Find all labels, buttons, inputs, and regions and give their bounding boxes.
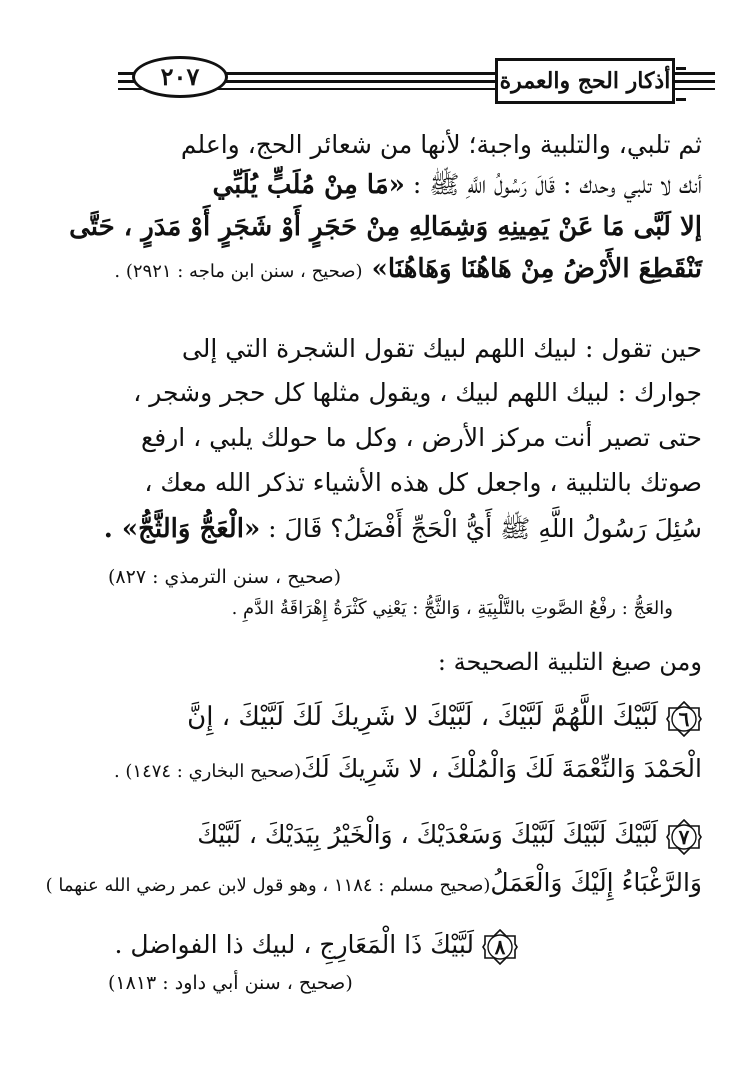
text-plain: أنك لا تلبي وحدك : قَالَ رَسُولُ اللَّهِ ﷺ : [404,170,702,199]
hadith-source: (صحيح ، سنن ابن ماجه : ٢٩٢١) . [114,261,363,282]
item-number: ٧ [678,824,690,849]
item-number: ٨ [494,934,506,959]
hadith-quote: «مَا مِنْ مُلَبٍّ يُلَبِّي [212,170,405,200]
text-line [213,168,703,202]
text-line: حين تقول : لبيك اللهم لبيك تقول الشجرة التي إلى [181,334,702,363]
hadith-source: (صحيح البخاري : ١٤٧٤) . [113,761,302,782]
item-number: ٦ [678,706,690,731]
text-plain: سُئِلَ رَسُولُ اللَّهِ ﷺ أَيُّ الْحَجِّ أَفْضَلُ؟ قَالَ : [260,514,702,543]
talbiyah-text: لَبَّيْكَ اللَّهُمَّ لَبَّيْكَ ، لَبَّيْكَ لا شَرِيكَ لَكَ لَبَّيْكَ ، إِنَّ [187,702,658,732]
hadith-source: (صحيح ، سنن الترمذي : ٨٢٧) [108,566,342,588]
text-line [115,928,519,965]
page-number: ٢٠٧ [132,56,228,98]
paragraph-1 [69,128,702,298]
text-line [104,512,702,546]
hadith-source: (صحيح ، سنن أبي داود : ١٨١٣) [108,972,353,994]
text-line: جوارك : لبيك اللهم لبيك ، ويقول مثلها كل حجر وشجر ، [133,378,702,407]
talbiyah-item [96,700,702,800]
number-badge-icon [482,929,518,965]
text-line [187,700,702,737]
text-line: ومن صيغ التلبية الصحيحة : [437,648,702,676]
number-badge-icon [666,819,702,855]
text-line: ثم تلبي، والتلبية واجبة؛ لأنها من شعائر الحج، واعلم [180,130,702,159]
text-line [197,818,702,855]
paragraph-2 [96,332,702,592]
running-header-title: أذكار الحج والعمرة [495,58,675,104]
number-badge-icon [666,701,702,737]
text-line: صوتك بالتلبية ، واجعل كل هذه الأشياء تذكر الله معك ، [144,468,702,497]
text-line: حتى تصير أنت مركز الأرض ، وكل ما حولك يلبي ، ارفع [140,423,702,452]
hadith-quote: «الْعَجُّ وَالثَّجُّ» . [103,514,261,544]
word-gloss: والعَجُّ : رفْعُ الصَّوتِ بالتَّلْبِيَةِ ، وَالثَّجُّ : يَعْنِي كَثْرَةُ إِهْرَاقَةُ الدَّمِ . [231,598,673,619]
list-intro [96,645,702,681]
talbiyah-item [45,818,702,918]
talbiyah-text: لَبَّيْكَ ذَا الْمَعَارِجِ ، لبيك ذا الفواضل . [114,930,474,959]
talbiyah-text: لَبَّيْكَ لَبَّيْكَ لَبَّيْكَ وَسَعْدَيْكَ ، وَالْخَيْرُ بِيَدَيْكَ ، لَبَّيْكَ [197,820,658,849]
talbiyah-text: وَالرَّغْبَاءُ إِلَيْكَ وَالْعَمَلُ [490,868,702,897]
hadith-quote: تَنْقَطِعَ الأَرْضُ مِنْ هَاهُنَا وَهَاهُنَا» [362,254,702,284]
talbiyah-text: الْحَمْدَ وَالنِّعْمَةَ لَكَ وَالْمُلْكَ ، لا شَرِيكَ لَكَ [301,754,702,783]
hadith-source: (صحيح مسلم : ١١٨٤ ، وهو قول لابن عمر رضي الله عنهما ) [45,875,491,896]
text-line [46,866,702,903]
text-line [114,252,702,289]
text-line [114,752,702,789]
hadith-quote: إلا لَبَّى مَا عَنْ يَمِينِهِ وَشِمَالِهِ مِنْ حَجَرٍ أَوْ شَجَرٍ أَوْ مَدَرٍ ، حَتَّى [69,212,702,242]
talbiyah-item [96,928,702,1008]
